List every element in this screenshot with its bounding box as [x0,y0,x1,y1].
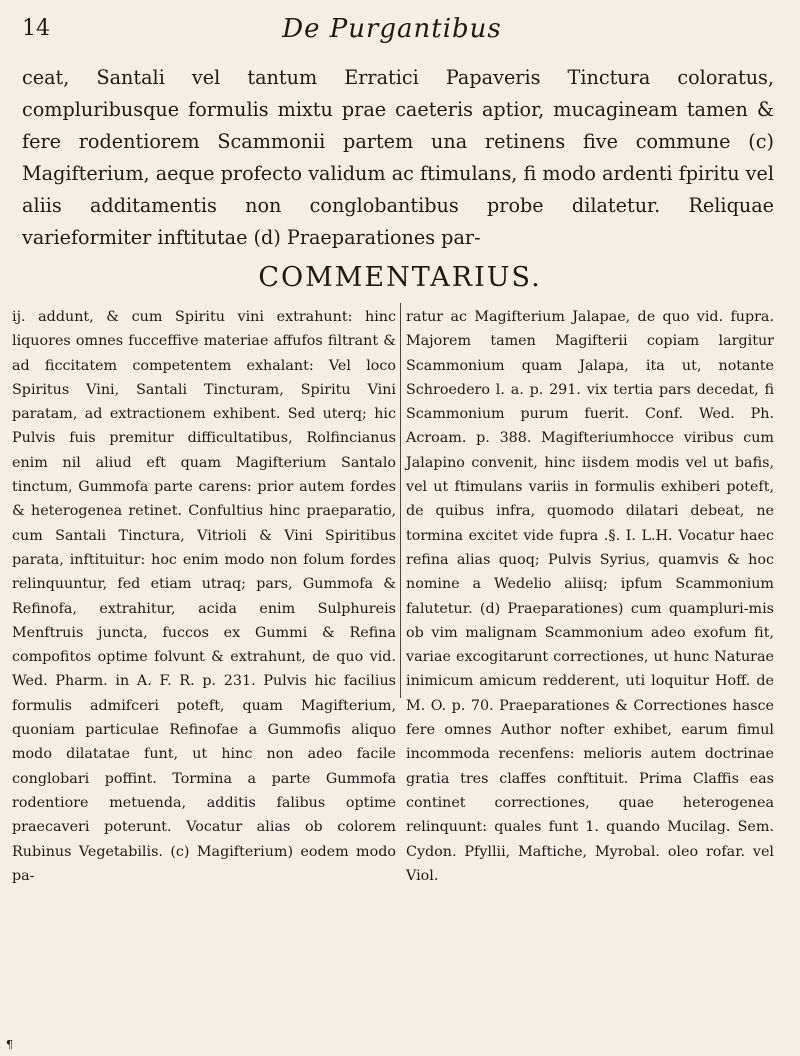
page-mark: ¶ [6,1038,13,1051]
left-column [12,305,396,888]
column-divider [400,303,401,698]
page-header [22,14,762,48]
running-head: De Purgantibus [282,14,502,44]
page-number: 14 [22,16,50,41]
intro-text: ceat, Santali vel tantum Erratici Papaveris Tinctura coloratus, compluribusque formulis mixtu prae caeteris aptior, mucagineam tamen & fere rodentiorem Scammonii partem una retinens five commune (c) Magifterium, aeque profecto validum ac ftimulans, fi modo ardenti fpiritu vel aliis additamentis non conglobantibus probe dilatetur. Reliquae varieformiter inftitutae (d) Praeparationes par- [22,66,774,249]
left-column-text: ij. addunt, & cum Spiritu vini extrahunt: hinc liquores omnes fucceffive materiae affufos filtrant & ad ficcitatem competentem exhalant: Vel loco Spiritus Vini, Santali Tincturam, Spiritu Vini paratam, ad extractionem exhibent. Sed uterq; hic Pulvis fuis premitur difficultatibus, Rolfincianus enim nil aliud eft quam Magifterium Santalo tinctum, Gummofa parte carens: prior autem fordes & heterogenea retinet. Confultius hinc praeparatio, cum Santali Tinctura, Vitrioli & Vini Spiritibus parata, inftituitur: hoc enim modo non folum fordes relinquuntur, fed etiam utraq; pars, Gummofa & Refinofa, extrahitur, acida enim Sulphureis Menftruis juncta, fuccos ex Gummi & Refina compofitos optime folvunt & extrahunt, de quo vid. Wed. Pharm. in A. F. R. p. 231. Pulvis hic facilius formulis admifceri poteft, quam Magifterium, quoniam particulae Refinofae a Gummofis aliquo modo dilatatae funt, ut hinc non adeo facile conglobari poffint. Tormina a parte Gummofa rodentiore metuenda, additis falibus optime praecaveri poterunt. Vocatur alias ob colorem Rubinus Vegetabilis. (c) Magifterium) eodem modo pa- [12,309,396,884]
right-column [406,305,774,888]
right-column-text: ratur ac Magifterium Jalapae, de quo vid. fupra. Majorem tamen Magifterii copiam largitur Scammonium quam Jalapa, ita ut, notante Schroedero l. a. p. 291. vix tertia pars decedat, fi Scammonium purum fuerit. Conf. Wed. Ph. Acroam. p. 388. Magifteriumhocce viribus cum Jalapino convenit, hinc iisdem modis vel ut bafis, vel ut ftimulans variis in formulis exhiberi poteft, de quibus infra, quomodo dilatari debeat, ne tormina excitet vide fupra .§. I. L.H. Vocatur haec refina alias quoq; Pulvis Syrius, quamvis & hoc nomine a Wedelio aliisq; ipfum Scammonium falutetur. (d) Praeparationes) cum quampluri-mis ob vim malignam Scammonium adeo exofum fit, variae excogitarunt correctiones, ut hunc Naturae inimicum amicum redderent, uti loquitur Hoff. de M. O. p. 70. Praeparationes & Correctiones hasce fere omnes Author nofter exhibet, earum fimul incommoda recenfens: melioris autem doctrinae gratia tres claffes conftituit. Prima Claffis eas continet correctiones, quae heterogenea relinquunt: quales funt 1. quando Mucilag. Sem. Cydon. Pfyllii, Maftiche, Myrobal. oleo rofar. vel Viol. [406,309,774,884]
commentarius-heading: COMMENTARIUS. [258,262,542,293]
intro-paragraph [22,62,774,254]
